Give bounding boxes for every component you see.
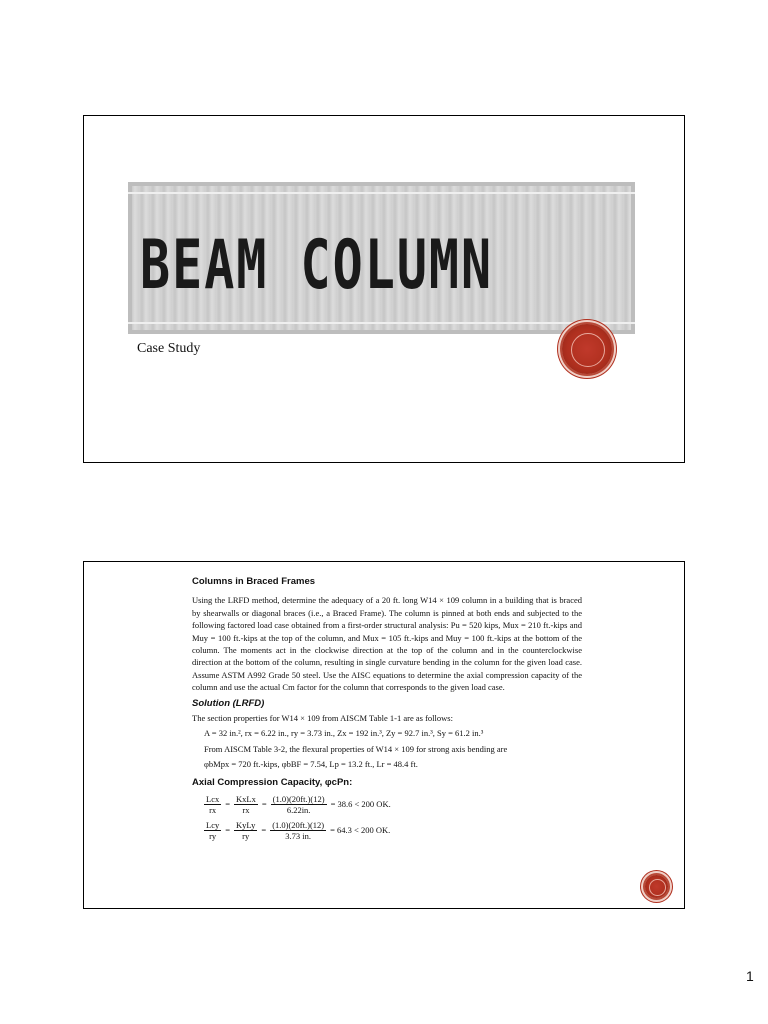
red-circle-ornament-small <box>645 875 668 898</box>
section-heading: Columns in Braced Frames <box>192 576 316 587</box>
title-banner <box>128 182 635 334</box>
equation-1: $\frac{\text{Lcx}}{rx}$ = $\frac{\text{KxLx}}{rx}$ = $\frac{(1.0)(20ft.)(12)}{6.22in.}$ = 38.6 < 200 OK. <box>206 794 391 816</box>
slide-title: BEAM COLUMN <box>140 226 494 305</box>
section-intro: The section properties for W14 × 109 from AISCM Table 1-1 are as follows: <box>192 713 453 724</box>
eq2-lhs-den: ry <box>209 831 217 842</box>
slide-1 <box>83 115 685 463</box>
slide-subtitle: Case Study <box>137 341 201 356</box>
equation-2: $\frac{\text{Lcy}}{ry}$ = $\frac{\text{KyLy}}{ry}$ = $\frac{(1.0)(20ft.)(12)}{3.73 in.}$ = 64.3 < 200 OK. <box>206 820 391 842</box>
eq1-result: = 38.6 < 200 OK. <box>330 799 391 810</box>
eq1-mid-num: KxLx <box>236 794 256 805</box>
flexural-properties: φbMpx = 720 ft.-kips, φbBF = 7.54, Lp = 13.2 ft., Lr = 48.4 ft. <box>204 759 418 770</box>
solution-heading: Solution (LRFD) <box>192 697 265 709</box>
red-circle-ornament <box>562 324 612 374</box>
problem-statement: Using the LRFD method, determine the adequacy of a 20 ft. long W14 × 109 column in a building that is braced by shearwalls or diagonal braces (i.e., a Braced Frame). The column is pinned at both ends and subjected to the following factored load case obtained from a first-order structural analysis: Pu = 520 kips, Mux = 210 ft.-kips and Muy = 100 ft.-kips at the top of the column, and Mux = 105 ft.-kips and Muy = 100 ft.-kips at the bottom of the column. The moments act in the clockwise direction at the top of the column and in the counterclockwise direction at the bottom of the column, resulting in single curvature bending in the column for the given load case. Assume ASTM A992 Grade 50 steel. Use the AISC equations to determine the axial compression capacity of the column and use the actual Cm factor for the column that corresponds to the given load case. <box>192 595 582 693</box>
flexural-intro: From AISCM Table 3-2, the flexural properties of W14 × 109 for strong axis bending are <box>204 743 508 754</box>
eq2-result: = 64.3 < 200 OK. <box>330 825 391 836</box>
eq1-rhs-num: (1.0)(20ft.)(12) <box>272 794 325 805</box>
eq1-rhs-den: 6.22in. <box>286 805 311 816</box>
eq1-lhs-den: rx <box>209 805 217 816</box>
eq2-mid-num: KyLy <box>236 820 256 831</box>
slide-2-content <box>192 576 582 841</box>
page-number: 1 <box>746 968 754 984</box>
eq2-lhs-num: Lcy <box>206 820 220 831</box>
eq2-mid-den: ry <box>242 831 250 842</box>
axial-heading: Axial Compression Capacity, φcPn: <box>192 776 353 788</box>
slide-2 <box>83 561 685 909</box>
eq1-mid-den: rx <box>242 805 250 816</box>
section-properties: A = 32 in.², rx = 6.22 in., ry = 3.73 in., Zx = 192 in.³, Zy = 92.7 in.³, Sy = 61.2 in.³ <box>204 728 484 739</box>
eq1-lhs-num: Lcx <box>206 794 220 805</box>
eq2-rhs-num: (1.0)(20ft.)(12) <box>272 820 325 831</box>
eq2-rhs-den: 3.73 in. <box>285 831 312 842</box>
